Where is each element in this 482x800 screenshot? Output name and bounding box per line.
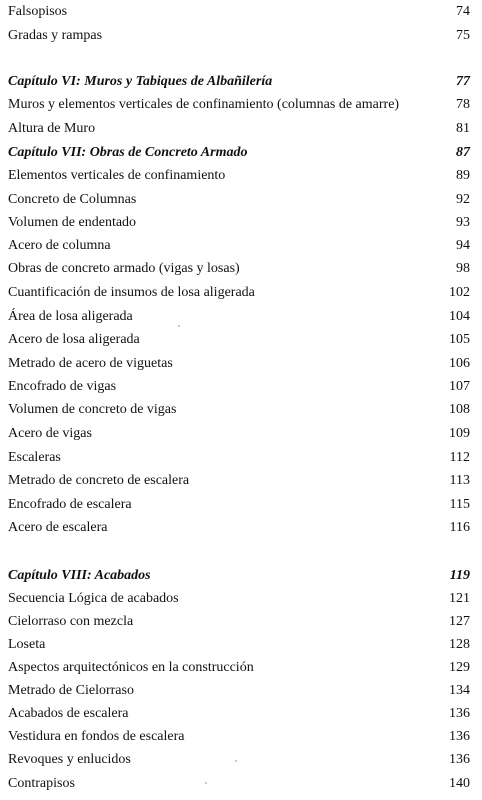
toc-entry bbox=[8, 2, 470, 22]
toc-entry-page-number: 92 bbox=[456, 192, 470, 207]
toc-entry bbox=[8, 377, 470, 397]
toc-entry bbox=[8, 495, 470, 515]
toc-entry bbox=[8, 259, 470, 279]
toc-entry-title: Contrapisos bbox=[8, 776, 75, 791]
toc-entry-page-number: 115 bbox=[449, 497, 470, 512]
toc-entry-title: Loseta bbox=[8, 637, 46, 652]
toc-entry-page-number: 136 bbox=[449, 706, 470, 721]
toc-entry-title: Falsopisos bbox=[8, 4, 68, 19]
toc-entry-page-number: 136 bbox=[449, 729, 470, 744]
toc-entry-title: Acero de columna bbox=[8, 238, 111, 253]
toc-entry-page-number: 140 bbox=[449, 776, 470, 791]
toc-entry-page-number: 121 bbox=[449, 591, 470, 606]
toc-entry-page-number: 112 bbox=[449, 450, 470, 465]
toc-entry-page-number: 109 bbox=[449, 426, 470, 441]
toc-entry bbox=[8, 589, 470, 609]
toc-entry bbox=[8, 635, 470, 655]
toc-entry bbox=[8, 681, 470, 701]
toc-entry-title: Acero de escalera bbox=[8, 520, 108, 535]
toc-entry-page-number: 134 bbox=[449, 683, 470, 698]
toc-entry-title: Capítulo VI: Muros y Tabiques de Albañilería bbox=[8, 74, 273, 89]
toc-chapter-heading bbox=[8, 566, 470, 586]
toc-entry-page-number: 105 bbox=[449, 332, 470, 347]
toc-entry bbox=[8, 213, 470, 233]
toc-entry-page-number: 81 bbox=[456, 121, 470, 136]
toc-entry-page-number: 75 bbox=[456, 28, 470, 43]
scan-speck bbox=[235, 760, 237, 762]
toc-entry bbox=[8, 307, 470, 327]
toc-entry-page-number: 77 bbox=[456, 74, 470, 89]
toc-entry bbox=[8, 448, 470, 468]
toc-entry bbox=[8, 119, 470, 139]
toc-entry bbox=[8, 236, 470, 256]
toc-chapter-heading bbox=[8, 143, 470, 163]
toc-entry-title: Muros y elementos verticales de confinamiento (columnas de amarre) bbox=[8, 97, 400, 112]
toc-entry-title: Acero de losa aligerada bbox=[8, 332, 140, 347]
toc-entry bbox=[8, 774, 470, 794]
toc-entry-title: Gradas y rampas bbox=[8, 28, 103, 43]
toc-entry-page-number: 102 bbox=[449, 285, 470, 300]
toc-entry bbox=[8, 354, 470, 374]
toc-entry bbox=[8, 704, 470, 724]
toc-entry-page-number: 94 bbox=[456, 238, 470, 253]
toc-entry-title: Escaleras bbox=[8, 450, 61, 465]
toc-entry-page-number: 113 bbox=[449, 473, 470, 488]
toc-entry-title: Concreto de Columnas bbox=[8, 192, 137, 207]
toc-entry-title: Volumen de endentado bbox=[8, 215, 137, 230]
toc-entry-page-number: 98 bbox=[456, 261, 470, 276]
toc-entry-page-number: 106 bbox=[449, 356, 470, 371]
toc-entry-page-number: 74 bbox=[456, 4, 470, 19]
toc-entry-page-number: 127 bbox=[449, 614, 470, 629]
toc-entry-page-number: 107 bbox=[449, 379, 470, 394]
toc-entry bbox=[8, 400, 470, 420]
toc-entry-title: Metrado de acero de viguetas bbox=[8, 356, 173, 371]
toc-entry-title: Secuencia Lógica de acabados bbox=[8, 591, 179, 606]
toc-entry-title: Metrado de Cielorraso bbox=[8, 683, 134, 698]
toc-entry-title: Capítulo VIII: Acabados bbox=[8, 568, 151, 583]
toc-entry-title: Aspectos arquitectónicos en la construcción bbox=[8, 660, 254, 675]
toc-entry bbox=[8, 95, 470, 115]
toc-entry-page-number: 87 bbox=[456, 145, 470, 160]
toc-entry-title: Revoques y enlucidos bbox=[8, 752, 131, 767]
toc-entry bbox=[8, 166, 470, 186]
toc-entry-title: Acero de vigas bbox=[8, 426, 92, 441]
toc-entry-page-number: 89 bbox=[456, 168, 470, 183]
toc-entry-title: Altura de Muro bbox=[8, 121, 96, 136]
toc-entry-page-number: 128 bbox=[449, 637, 470, 652]
toc-entry bbox=[8, 283, 470, 303]
scan-speck bbox=[205, 782, 207, 784]
toc-entry-title: Volumen de concreto de vigas bbox=[8, 402, 177, 417]
toc-entry-page-number: 119 bbox=[449, 568, 470, 583]
toc-entry-page-number: 104 bbox=[449, 309, 470, 324]
toc-entry-title: Acabados de escalera bbox=[8, 706, 129, 721]
toc-entry-page-number: 116 bbox=[449, 520, 470, 535]
toc-entry-title: Capítulo VII: Obras de Concreto Armado bbox=[8, 145, 248, 160]
toc-entry bbox=[8, 612, 470, 632]
toc-entry bbox=[8, 750, 470, 770]
toc-entry bbox=[8, 518, 470, 538]
toc-entry bbox=[8, 471, 470, 491]
toc-entry-page-number: 108 bbox=[449, 402, 470, 417]
toc-entry-title: Área de losa aligerada bbox=[8, 309, 133, 324]
toc-entry-page-number: 78 bbox=[456, 97, 470, 112]
toc-entry bbox=[8, 727, 470, 747]
toc-entry-page-number: 136 bbox=[449, 752, 470, 767]
toc-entry bbox=[8, 190, 470, 210]
toc-entry-title: Encofrado de vigas bbox=[8, 379, 117, 394]
toc-entry-page-number: 93 bbox=[456, 215, 470, 230]
toc-chapter-heading bbox=[8, 72, 470, 92]
toc-entry-page-number: 129 bbox=[449, 660, 470, 675]
toc-entry bbox=[8, 424, 470, 444]
toc-entry bbox=[8, 330, 470, 350]
toc-entry-title: Cielorraso con mezcla bbox=[8, 614, 134, 629]
toc-entry-title: Obras de concreto armado (vigas y losas) bbox=[8, 261, 240, 276]
toc-entry-title: Vestidura en fondos de escalera bbox=[8, 729, 185, 744]
toc-entry-title: Cuantificación de insumos de losa aligerada bbox=[8, 285, 255, 300]
toc-entry-title: Elementos verticales de confinamiento bbox=[8, 168, 226, 183]
scan-speck bbox=[178, 325, 180, 327]
toc-entry bbox=[8, 658, 470, 678]
toc-entry-title: Metrado de concreto de escalera bbox=[8, 473, 190, 488]
toc-entry-title: Encofrado de escalera bbox=[8, 497, 132, 512]
toc-entry bbox=[8, 26, 470, 46]
